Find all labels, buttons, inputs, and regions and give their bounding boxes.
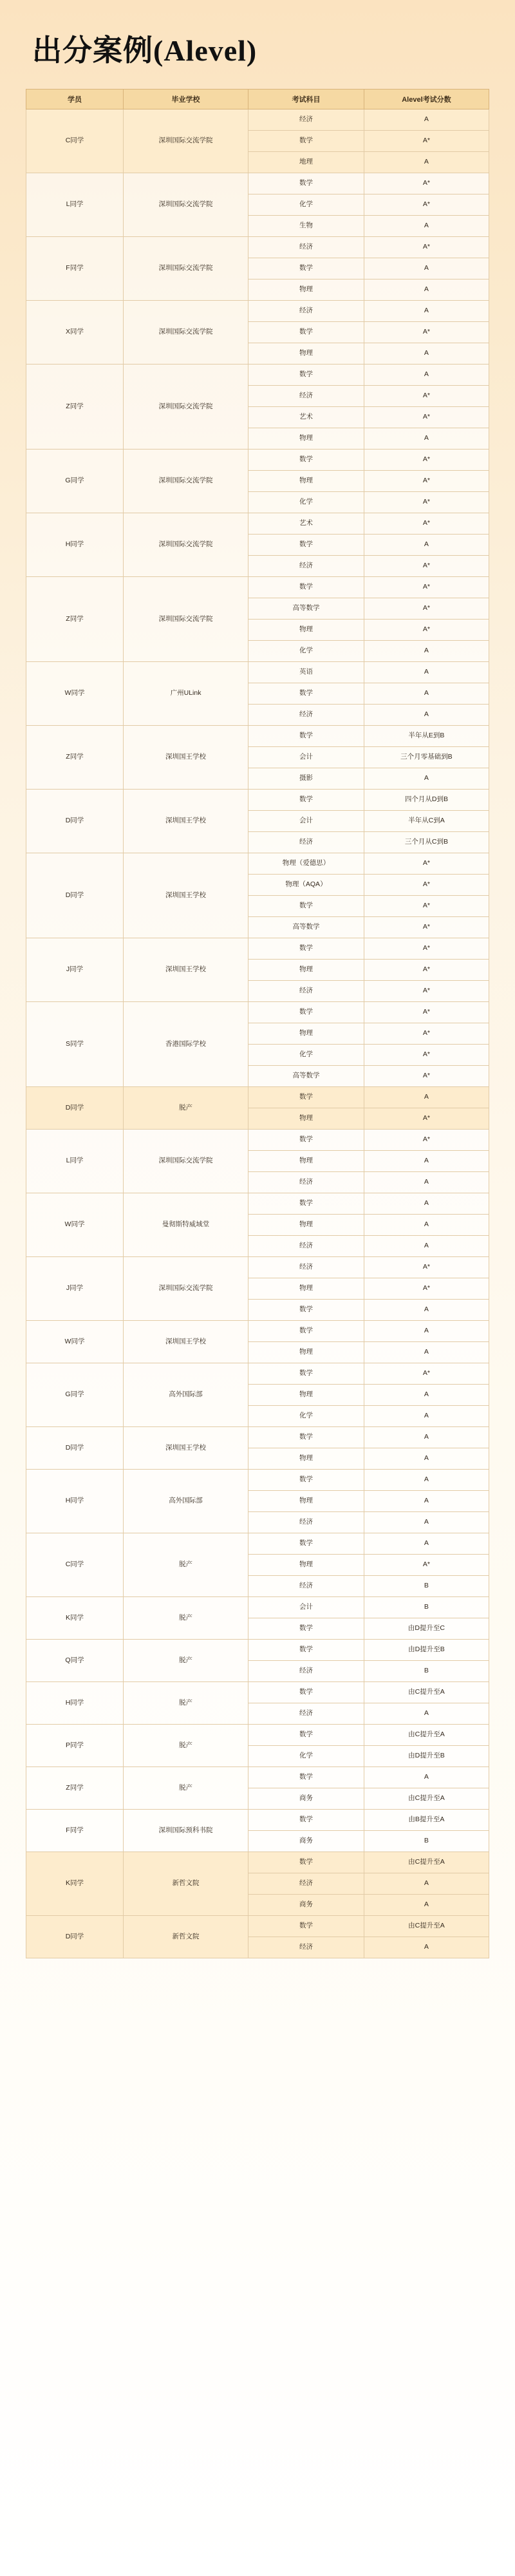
cell-subject: 物理: [248, 960, 364, 981]
cell-subject: 化学: [248, 1045, 364, 1066]
cell-subject: 数学: [248, 1427, 364, 1448]
table-row: [26, 1193, 489, 1215]
cell-student: F同学: [26, 1810, 124, 1852]
cell-student: D同学: [26, 1087, 124, 1130]
cell-school: 脱产: [123, 1533, 248, 1597]
cell-score: A*: [364, 1045, 489, 1066]
cell-school: 深圳国际交流学院: [123, 237, 248, 301]
cell-subject: 物理（AQA）: [248, 875, 364, 896]
cell-score: A*: [364, 577, 489, 598]
cell-subject: 会计: [248, 811, 364, 832]
cell-subject: 经济: [248, 556, 364, 577]
cell-school: 曼彻斯特威域堂: [123, 1193, 248, 1257]
table-row: [26, 853, 489, 875]
cell-score: A*: [364, 875, 489, 896]
cell-score: A: [364, 1087, 489, 1108]
cell-subject: 物理: [248, 428, 364, 450]
cell-score: A: [364, 1300, 489, 1321]
cell-student: Z同学: [26, 726, 124, 790]
cell-subject: 经济: [248, 1873, 364, 1895]
cell-student: D同学: [26, 1916, 124, 1958]
cell-score: A: [364, 662, 489, 683]
cell-subject: 数学: [248, 365, 364, 386]
table-row: [26, 577, 489, 598]
cell-student: J同学: [26, 938, 124, 1002]
cell-score: A*: [364, 981, 489, 1002]
cell-score: A: [364, 343, 489, 365]
cell-subject: 艺术: [248, 407, 364, 428]
cell-subject: 物理: [248, 343, 364, 365]
cell-student: S同学: [26, 1002, 124, 1087]
cell-score: A*: [364, 1130, 489, 1151]
cell-score: 三个月从C到B: [364, 832, 489, 853]
cell-score: A*: [364, 1002, 489, 1023]
table-row: [26, 1130, 489, 1151]
cell-school: 深圳国际交流学院: [123, 301, 248, 365]
cell-subject: 化学: [248, 194, 364, 216]
cell-subject: 商务: [248, 1831, 364, 1852]
cell-score: A: [364, 152, 489, 173]
cell-subject: 数学: [248, 1002, 364, 1023]
cell-score: A: [364, 1385, 489, 1406]
table-header: [26, 90, 489, 109]
cell-subject: 数学: [248, 1300, 364, 1321]
cell-score: A*: [364, 1108, 489, 1130]
cell-subject: 数学: [248, 1363, 364, 1385]
table-row: [26, 365, 489, 386]
cell-score: A*: [364, 853, 489, 875]
cell-student: C同学: [26, 1533, 124, 1597]
cell-school: 深圳国王学校: [123, 1321, 248, 1363]
cell-student: H同学: [26, 513, 124, 577]
column-header-subject: 考试科目: [248, 90, 364, 109]
cell-score: 由C提升至A: [364, 1682, 489, 1703]
cell-score: 四个月从D到B: [364, 790, 489, 811]
cell-student: L同学: [26, 173, 124, 237]
column-header-student: 学员: [26, 90, 124, 109]
cell-subject: 数学: [248, 535, 364, 556]
cell-student: J同学: [26, 1257, 124, 1321]
cell-subject: 化学: [248, 1406, 364, 1427]
cell-school: 高外国际部: [123, 1470, 248, 1533]
cell-subject: 物理: [248, 1278, 364, 1300]
cell-subject: 商务: [248, 1895, 364, 1916]
cell-subject: 物理（爱德思）: [248, 853, 364, 875]
cell-subject: 数学: [248, 1087, 364, 1108]
table-row: [26, 1533, 489, 1555]
cell-subject: 经济: [248, 109, 364, 131]
cell-score: 由D提升至B: [364, 1640, 489, 1661]
cell-score: A: [364, 1703, 489, 1725]
cell-school: 深圳国际交流学院: [123, 577, 248, 662]
cell-score: A*: [364, 1257, 489, 1278]
cell-student: L同学: [26, 1130, 124, 1193]
cell-subject: 数学: [248, 450, 364, 471]
cell-school: 深圳国际交流学院: [123, 1257, 248, 1321]
cell-subject: 经济: [248, 1703, 364, 1725]
cell-score: 由D提升至B: [364, 1746, 489, 1767]
cell-score: A: [364, 1321, 489, 1342]
cell-score: A: [364, 768, 489, 790]
cell-student: W同学: [26, 662, 124, 726]
cell-score: A: [364, 1215, 489, 1236]
table-row: [26, 173, 489, 194]
table-header-row: [26, 90, 489, 109]
cell-student: Z同学: [26, 577, 124, 662]
table-row: [26, 1470, 489, 1491]
table-row: [26, 1002, 489, 1023]
cell-school: 深圳国王学校: [123, 1427, 248, 1470]
table-row: [26, 1640, 489, 1661]
cell-score: A: [364, 1767, 489, 1788]
cell-subject: 地理: [248, 152, 364, 173]
cell-score: A*: [364, 620, 489, 641]
cell-school: 香港国际学校: [123, 1002, 248, 1087]
cell-subject: 数学: [248, 790, 364, 811]
cell-subject: 数学: [248, 896, 364, 917]
cell-subject: 经济: [248, 981, 364, 1002]
cell-school: 深圳国际交流学院: [123, 365, 248, 450]
cell-score: A*: [364, 938, 489, 960]
cell-score: A: [364, 1236, 489, 1257]
cell-subject: 数学: [248, 1852, 364, 1873]
cell-score: A: [364, 1448, 489, 1470]
cell-school: 深圳国际交流学院: [123, 450, 248, 513]
table-row: [26, 1810, 489, 1831]
cell-school: 深圳国际交流学院: [123, 1130, 248, 1193]
cell-subject: 经济: [248, 1937, 364, 1958]
column-header-score: Alevel考试分数: [364, 90, 489, 109]
cell-score: B: [364, 1661, 489, 1682]
table-row: [26, 662, 489, 683]
cell-student: P同学: [26, 1725, 124, 1767]
cell-student: Q同学: [26, 1640, 124, 1682]
score-table: [26, 89, 489, 1958]
cell-score: 由C提升至A: [364, 1852, 489, 1873]
cell-student: K同学: [26, 1852, 124, 1916]
table-row: [26, 790, 489, 811]
cell-subject: 数学: [248, 1470, 364, 1491]
cell-subject: 数学: [248, 1767, 364, 1788]
cell-score: A*: [364, 1555, 489, 1576]
cell-score: A*: [364, 237, 489, 258]
cell-subject: 数学: [248, 258, 364, 279]
cell-school: 脱产: [123, 1725, 248, 1767]
cell-score: 由C提升至A: [364, 1725, 489, 1746]
cell-subject: 物理: [248, 1151, 364, 1172]
cell-score: A: [364, 641, 489, 662]
cell-student: X同学: [26, 301, 124, 365]
cell-school: 深圳国际预科书院: [123, 1810, 248, 1852]
cell-school: 深圳国王学校: [123, 726, 248, 790]
page-title: 出分案例(Alevel): [32, 34, 258, 67]
cell-subject: 商务: [248, 1788, 364, 1810]
cell-score: A: [364, 365, 489, 386]
cell-score: 半年从C到A: [364, 811, 489, 832]
cell-subject: 化学: [248, 492, 364, 513]
cell-subject: 高等数学: [248, 598, 364, 620]
cell-student: G同学: [26, 450, 124, 513]
cell-school: 深圳国际交流学院: [123, 173, 248, 237]
cell-student: K同学: [26, 1597, 124, 1640]
cell-subject: 数学: [248, 1725, 364, 1746]
cell-subject: 数学: [248, 1130, 364, 1151]
cell-score: A: [364, 1193, 489, 1215]
table-row: [26, 513, 489, 535]
cell-score: A: [364, 1873, 489, 1895]
cell-score: A: [364, 109, 489, 131]
cell-subject: 生物: [248, 216, 364, 237]
cell-score: A*: [364, 407, 489, 428]
cell-subject: 经济: [248, 1257, 364, 1278]
cell-student: G同学: [26, 1363, 124, 1427]
cell-student: F同学: [26, 237, 124, 301]
cell-score: A*: [364, 556, 489, 577]
cell-score: A*: [364, 1066, 489, 1087]
cell-school: 广州ULink: [123, 662, 248, 726]
cell-subject: 经济: [248, 832, 364, 853]
cell-subject: 数学: [248, 1618, 364, 1640]
table-row: [26, 1597, 489, 1618]
cell-student: W同学: [26, 1193, 124, 1257]
cell-subject: 数学: [248, 1193, 364, 1215]
cell-score: A: [364, 216, 489, 237]
cell-subject: 会计: [248, 747, 364, 768]
cell-score: A*: [364, 386, 489, 407]
cell-subject: 高等数学: [248, 1066, 364, 1087]
cell-score: 由C提升至A: [364, 1788, 489, 1810]
cell-subject: 物理: [248, 471, 364, 492]
cell-subject: 经济: [248, 237, 364, 258]
cell-score: A: [364, 1342, 489, 1363]
cell-subject: 数学: [248, 131, 364, 152]
cell-score: A: [364, 1937, 489, 1958]
cell-student: W同学: [26, 1321, 124, 1363]
cell-score: A: [364, 258, 489, 279]
cell-school: 新哲文院: [123, 1916, 248, 1958]
cell-school: 脱产: [123, 1597, 248, 1640]
cell-subject: 数学: [248, 1640, 364, 1661]
cell-subject: 经济: [248, 1512, 364, 1533]
cell-score: A*: [364, 917, 489, 938]
cell-subject: 经济: [248, 1236, 364, 1257]
cell-subject: 物理: [248, 1108, 364, 1130]
table-row: [26, 1363, 489, 1385]
cell-subject: 物理: [248, 1023, 364, 1045]
cell-score: A: [364, 1172, 489, 1193]
table-row: [26, 1427, 489, 1448]
table-row: [26, 450, 489, 471]
table-row: [26, 726, 489, 747]
cell-score: A: [364, 1512, 489, 1533]
cell-subject: 化学: [248, 1746, 364, 1767]
cell-subject: 数学: [248, 577, 364, 598]
cell-score: A: [364, 535, 489, 556]
cell-school: 脱产: [123, 1767, 248, 1810]
cell-student: C同学: [26, 109, 124, 173]
cell-subject: 摄影: [248, 768, 364, 790]
cell-score: A*: [364, 194, 489, 216]
table-row: [26, 1852, 489, 1873]
cell-subject: 数学: [248, 1810, 364, 1831]
cell-score: A*: [364, 450, 489, 471]
cell-score: B: [364, 1831, 489, 1852]
cell-score: B: [364, 1597, 489, 1618]
cell-subject: 物理: [248, 1448, 364, 1470]
table-row: [26, 109, 489, 131]
cell-subject: 数学: [248, 1682, 364, 1703]
cell-score: A*: [364, 173, 489, 194]
table-row: [26, 1767, 489, 1788]
cell-subject: 艺术: [248, 513, 364, 535]
table-row: [26, 1916, 489, 1937]
cell-school: 脱产: [123, 1682, 248, 1725]
cell-score: A*: [364, 1363, 489, 1385]
cell-score: A*: [364, 1023, 489, 1045]
cell-student: H同学: [26, 1682, 124, 1725]
table-row: [26, 1321, 489, 1342]
cell-student: Z同学: [26, 1767, 124, 1810]
cell-school: 深圳国王学校: [123, 938, 248, 1002]
cell-score: A: [364, 1406, 489, 1427]
table-row: [26, 1087, 489, 1108]
table-row: [26, 301, 489, 322]
cell-student: D同学: [26, 1427, 124, 1470]
table-body: [26, 109, 489, 1958]
cell-school: 深圳国际交流学院: [123, 109, 248, 173]
cell-subject: 英语: [248, 662, 364, 683]
cell-score: B: [364, 1576, 489, 1597]
cell-score: 三个月零基础到B: [364, 747, 489, 768]
cell-subject: 数学: [248, 726, 364, 747]
cell-score: 由B提升至A: [364, 1810, 489, 1831]
cell-score: A: [364, 705, 489, 726]
table-row: [26, 1725, 489, 1746]
cell-school: 脱产: [123, 1087, 248, 1130]
cell-score: A*: [364, 513, 489, 535]
cell-score: A: [364, 1427, 489, 1448]
cell-school: 深圳国王学校: [123, 853, 248, 938]
cell-score: A*: [364, 131, 489, 152]
cell-student: D同学: [26, 790, 124, 853]
cell-subject: 化学: [248, 641, 364, 662]
cell-score: A*: [364, 960, 489, 981]
cell-subject: 物理: [248, 1342, 364, 1363]
table-row: [26, 237, 489, 258]
cell-subject: 高等数学: [248, 917, 364, 938]
cell-subject: 物理: [248, 1385, 364, 1406]
cell-score: A*: [364, 896, 489, 917]
cell-subject: 经济: [248, 1576, 364, 1597]
table-row: [26, 1257, 489, 1278]
cell-score: A: [364, 1151, 489, 1172]
cell-score: A*: [364, 598, 489, 620]
cell-score: A: [364, 301, 489, 322]
cell-subject: 经济: [248, 301, 364, 322]
cell-score: A: [364, 428, 489, 450]
table-row: [26, 1682, 489, 1703]
cell-subject: 物理: [248, 1555, 364, 1576]
cell-student: H同学: [26, 1470, 124, 1533]
cell-student: Z同学: [26, 365, 124, 450]
cell-score: A*: [364, 1278, 489, 1300]
cell-school: 新哲文院: [123, 1852, 248, 1916]
cell-subject: 经济: [248, 705, 364, 726]
cell-score: A*: [364, 471, 489, 492]
cell-subject: 会计: [248, 1597, 364, 1618]
cell-school: 深圳国际交流学院: [123, 513, 248, 577]
cell-subject: 数学: [248, 683, 364, 705]
cell-score: 由C提升至A: [364, 1916, 489, 1937]
cell-school: 脱产: [123, 1640, 248, 1682]
cell-subject: 物理: [248, 1215, 364, 1236]
cell-subject: 经济: [248, 386, 364, 407]
cell-score: A: [364, 1470, 489, 1491]
cell-subject: 物理: [248, 1491, 364, 1512]
cell-subject: 数学: [248, 938, 364, 960]
cell-subject: 物理: [248, 620, 364, 641]
cell-score: 由D提升至C: [364, 1618, 489, 1640]
cell-subject: 物理: [248, 279, 364, 301]
cell-subject: 经济: [248, 1661, 364, 1682]
cell-subject: 数学: [248, 1533, 364, 1555]
cell-score: A: [364, 1533, 489, 1555]
cell-score: A: [364, 279, 489, 301]
cell-subject: 数学: [248, 322, 364, 343]
column-header-school: 毕业学校: [123, 90, 248, 109]
cell-score: A: [364, 1895, 489, 1916]
cell-subject: 数学: [248, 173, 364, 194]
cell-score: A: [364, 1491, 489, 1512]
cell-score: 半年从E到B: [364, 726, 489, 747]
cell-subject: 数学: [248, 1321, 364, 1342]
table-row: [26, 938, 489, 960]
cell-score: A: [364, 683, 489, 705]
cell-school: 高外国际部: [123, 1363, 248, 1427]
cell-school: 深圳国王学校: [123, 790, 248, 853]
cell-score: A*: [364, 322, 489, 343]
cell-subject: 数学: [248, 1916, 364, 1937]
cell-score: A*: [364, 492, 489, 513]
cell-student: D同学: [26, 853, 124, 938]
cell-subject: 经济: [248, 1172, 364, 1193]
